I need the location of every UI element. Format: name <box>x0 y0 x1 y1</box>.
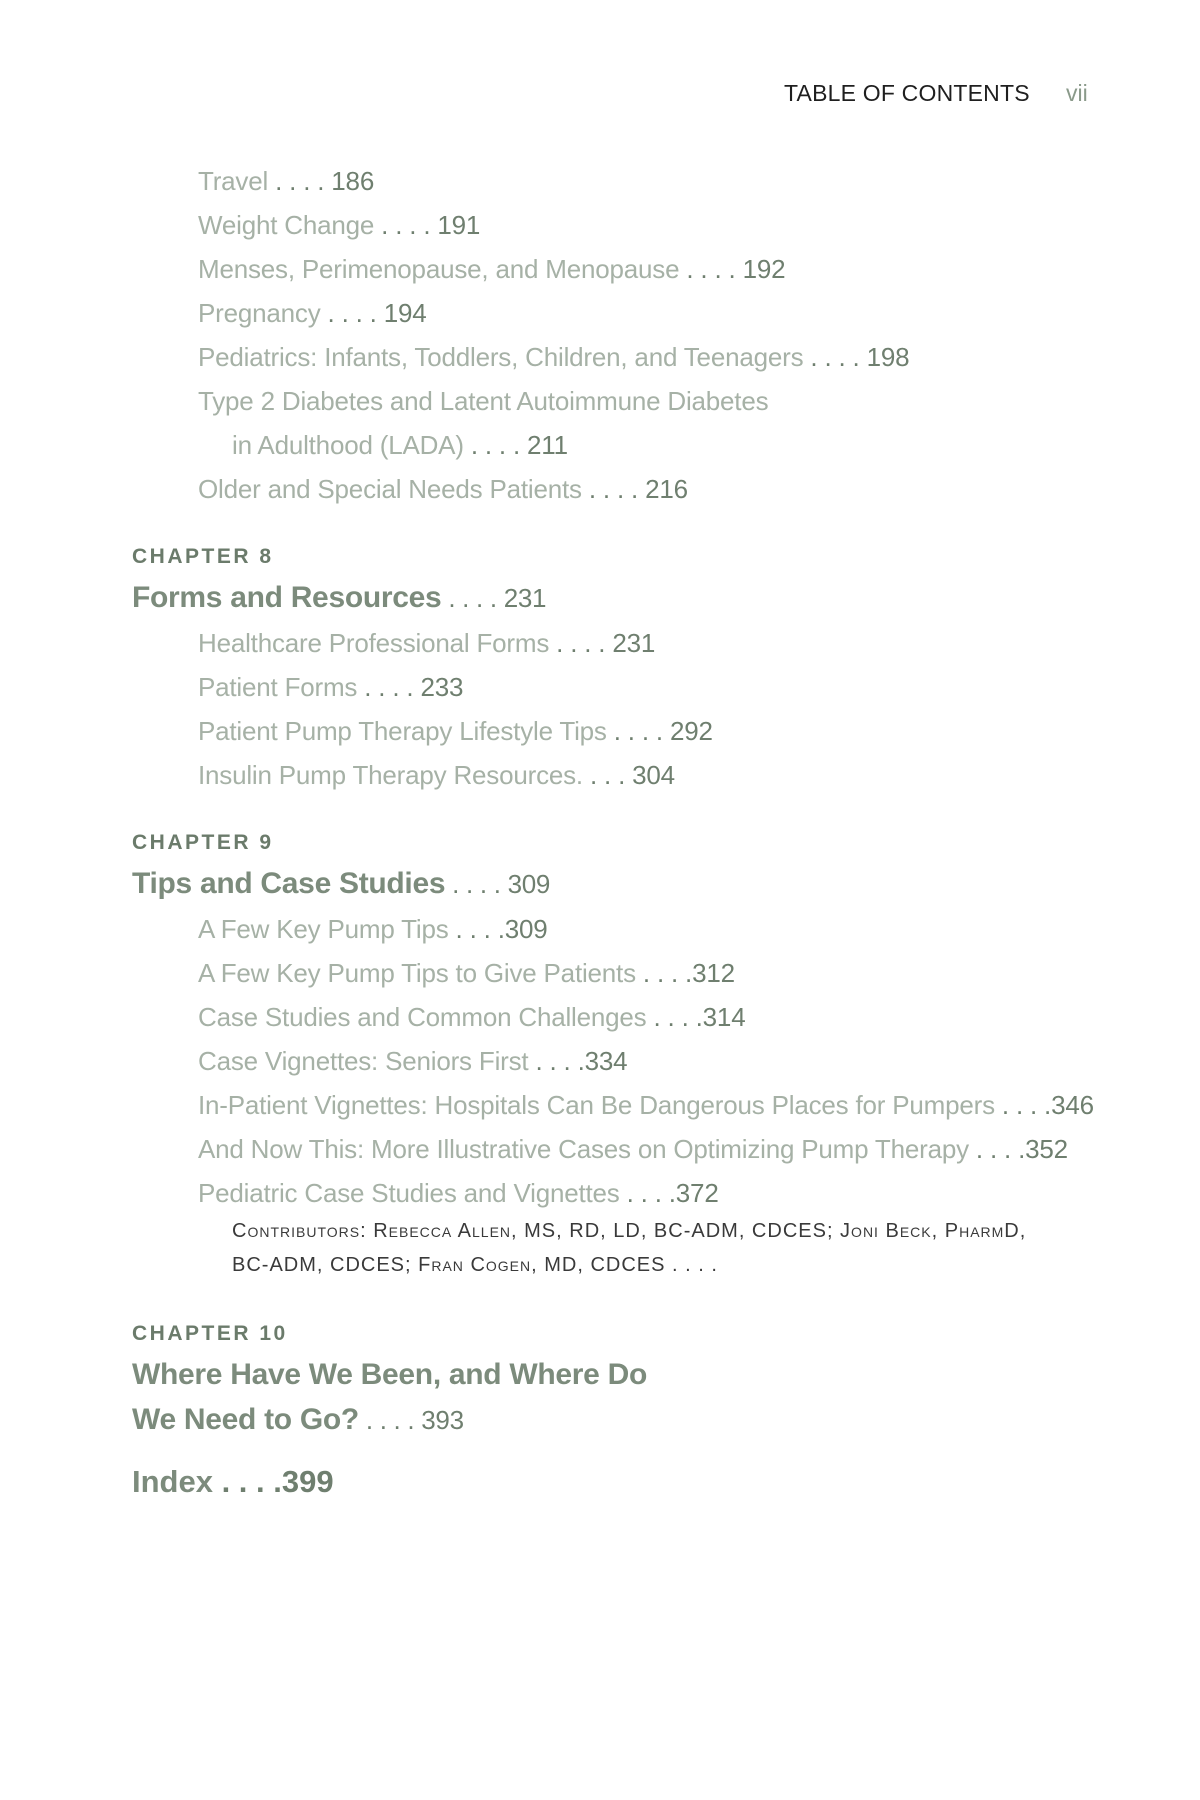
toc-entry-label: Older and Special Needs Patients <box>198 474 582 504</box>
toc-entry-label: Case Studies and Common Challenges <box>198 1002 647 1032</box>
toc-entry-label: A Few Key Pump Tips to Give Patients <box>198 958 636 988</box>
toc-page-number: 186 <box>331 166 375 196</box>
toc-page-number: 211 <box>527 430 568 460</box>
toc-page-number: 231 <box>612 628 656 658</box>
running-head-title: TABLE OF CONTENTS <box>784 80 1030 106</box>
index-entry[interactable] <box>132 1464 334 1500</box>
toc-entry-label: Menses, Perimenopause, and Menopause <box>198 254 680 284</box>
toc-page-number: 292 <box>669 716 713 746</box>
toc-leader: . . . . <box>635 958 693 988</box>
chapter-title-text: Where Have We Been, and Where Do <box>132 1358 647 1391</box>
running-head <box>0 80 1200 112</box>
toc-entry-older-patients[interactable] <box>198 474 688 505</box>
toc-page-number: 346 <box>1051 1090 1094 1120</box>
toc-entry-type2-line2[interactable] <box>232 430 568 461</box>
toc-page-number: 191 <box>437 210 481 240</box>
toc-entry-label: Patient Pump Therapy Lifestyle Tips <box>198 716 607 746</box>
toc-entry-label: Healthcare Professional Forms <box>198 628 550 658</box>
toc-entry-pregnancy[interactable] <box>198 298 427 329</box>
toc-page-number: 198 <box>866 342 910 372</box>
toc-entry-menses[interactable] <box>198 254 785 285</box>
toc-entry-label: Type 2 Diabetes and Latent Autoimmune Diabetes <box>198 386 769 416</box>
toc-leader: . . . . <box>357 672 421 702</box>
toc-leader: . . . . <box>268 166 332 196</box>
toc-leader: . . . . <box>968 1134 1026 1164</box>
index-label: Index <box>132 1464 213 1499</box>
toc-entry-illustrative-cases[interactable] <box>198 1134 1068 1165</box>
page-folio: vii <box>1066 80 1088 106</box>
toc-leader: . . . . <box>803 342 867 372</box>
toc-page-number: 372 <box>675 1178 719 1208</box>
toc-entry-pump-resources[interactable] <box>198 760 675 791</box>
toc-leader: . . . . <box>549 628 613 658</box>
toc-entry-tips-for-patients[interactable] <box>198 958 735 989</box>
toc-entry-type2-line1[interactable] <box>198 386 768 417</box>
toc-entry-label: Pediatric Case Studies and Vignettes <box>198 1178 620 1208</box>
toc-page-number: 393 <box>421 1405 464 1435</box>
contributors-line-1: Contributors: Rebecca Allen, MS, RD, LD, BC-ADM, CDCES; Joni Beck, PharmD, <box>232 1220 1027 1242</box>
chapter-title-text: We Need to Go? <box>132 1403 359 1436</box>
chapter-8-title[interactable] <box>132 581 546 615</box>
toc-entry-in-patient-vignettes[interactable] <box>198 1090 1094 1121</box>
toc-entry-label: In-Patient Vignettes: Hospitals Can Be Dangerous Places for Pumpers <box>198 1090 995 1120</box>
toc-entry-label: Insulin Pump Therapy Resources. <box>198 760 583 790</box>
toc-leader: . . . <box>582 760 633 790</box>
toc-page-number: 399 <box>281 1464 334 1499</box>
toc-page-number: 312 <box>692 958 735 988</box>
toc-leader: . . . . <box>528 1046 585 1076</box>
toc-leader: . . . . <box>606 716 670 746</box>
toc-leader: . . . . <box>679 254 743 284</box>
toc-entry-lifestyle-tips[interactable] <box>198 716 713 747</box>
toc-entry-key-pump-tips[interactable] <box>198 914 548 945</box>
toc-page-number: 233 <box>420 672 464 702</box>
toc-leader: . . . . <box>994 1090 1052 1120</box>
contributors-line-2: BC-ADM, CDCES; Fran Cogen, MD, CDCES . . . . <box>232 1254 718 1276</box>
toc-leader: . . . . <box>441 583 504 613</box>
toc-leader: . . . . <box>320 298 384 328</box>
toc-entry-label: Patient Forms <box>198 672 358 702</box>
toc-entry-label: in Adulthood (LADA) <box>232 430 464 460</box>
toc-entry-healthcare-forms[interactable] <box>198 628 655 659</box>
chapter-10-title-line-2[interactable] <box>132 1403 464 1437</box>
toc-entry-label: A Few Key Pump Tips <box>198 914 449 944</box>
chapter-10-label: CHAPTER 10 <box>132 1322 288 1345</box>
toc-page-number: 231 <box>503 583 547 613</box>
toc-entry-patient-forms[interactable] <box>198 672 463 703</box>
toc-leader: . . . . <box>445 869 508 899</box>
toc-page-number: 309 <box>507 869 551 899</box>
toc-entry-label: Pregnancy <box>198 298 321 328</box>
toc-page-number: 314 <box>702 1002 746 1032</box>
toc-entry-label: Case Vignettes: Seniors First <box>198 1046 529 1076</box>
toc-page-number: 352 <box>1025 1134 1068 1164</box>
toc-entry-case-studies[interactable] <box>198 1002 745 1033</box>
toc-entry-label: And Now This: More Illustrative Cases on Optimizing Pump Therapy <box>198 1134 969 1164</box>
toc-page-number: 304 <box>632 760 675 790</box>
chapter-10-title-line-1[interactable] <box>132 1358 647 1392</box>
chapter-9-label: CHAPTER 9 <box>132 831 274 854</box>
toc-leader: . . . . <box>619 1178 676 1208</box>
toc-entry-label: Pediatrics: Infants, Toddlers, Children, and Teenagers <box>198 342 804 372</box>
toc-leader: . . . . <box>581 474 646 504</box>
toc-entry-label: Travel <box>198 166 269 196</box>
chapter-title-text: Forms and Resources <box>132 581 442 614</box>
chapter-title-text: Tips and Case Studies <box>132 867 446 900</box>
toc-page-number: 192 <box>742 254 786 284</box>
toc-page-number: 334 <box>584 1046 628 1076</box>
toc-entry-label: Weight Change <box>198 210 375 240</box>
toc-entry-seniors-first[interactable] <box>198 1046 627 1077</box>
toc-entry-weight-change[interactable] <box>198 210 480 241</box>
toc-leader: . . . . <box>212 1464 282 1499</box>
toc-leader: . . . . <box>374 210 438 240</box>
toc-leader: . . . . <box>448 914 505 944</box>
toc-leader: . . . . <box>463 430 528 460</box>
toc-leader: . . . . <box>358 1405 422 1435</box>
toc-entry-travel[interactable] <box>198 166 374 197</box>
toc-entry-pediatrics[interactable] <box>198 342 909 373</box>
toc-entry-pediatric-case-studies[interactable] <box>198 1178 719 1209</box>
toc-page-number: 309 <box>504 914 548 944</box>
toc-page-number: 216 <box>645 474 688 504</box>
chapter-8-label: CHAPTER 8 <box>132 545 274 568</box>
toc-page-number: 194 <box>383 298 427 328</box>
toc-leader: . . . . <box>646 1002 703 1032</box>
chapter-9-title[interactable] <box>132 867 550 901</box>
